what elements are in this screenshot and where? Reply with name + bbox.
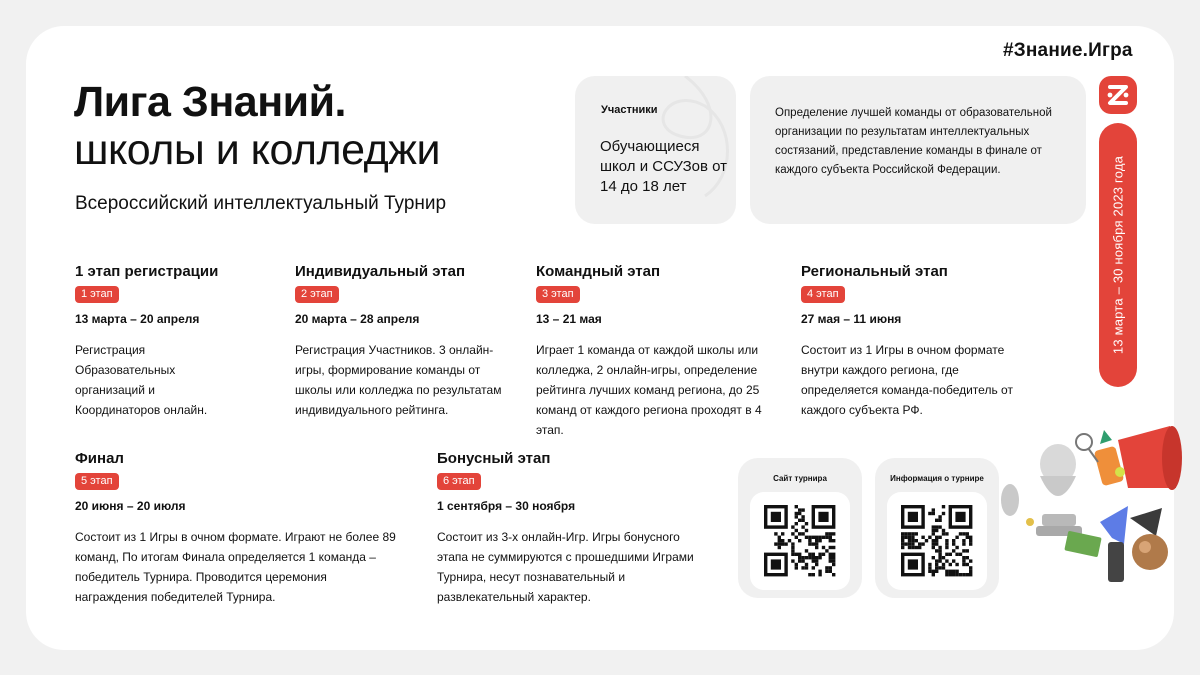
stage-5-dates: 20 июня – 20 июля [75, 499, 186, 513]
stage-3-description: Играет 1 команда от каждой школы или колледжа, 2 онлайн-игры, определение рейтинга лучших команд региона, до 25 команд от каждого региона проходят в 4 этап. [536, 343, 762, 437]
collage-illustration [1000, 418, 1190, 593]
qr-card-info [875, 458, 999, 598]
stage-6-description: Состоит из 3-х онлайн-Игр. Игры бонусного этапа не суммируются с прошедшими Играми Турнира, несут познавательный и развлекательный характер. [437, 530, 694, 604]
stage-4-badge: 4 этап [801, 286, 845, 303]
stage-1-title: 1 этап регистрации [75, 263, 219, 280]
participants-card [575, 76, 736, 224]
qr-info-title: Информация о турнире [890, 474, 984, 483]
brand-logo [1099, 76, 1137, 114]
stage-3-dates: 13 – 21 мая [536, 312, 602, 326]
znanie-logo-icon [1099, 76, 1137, 114]
stage-2-badge: 2 этап [295, 286, 339, 303]
stage-3-title: Командный этап [536, 263, 661, 280]
stage-2-dates: 20 марта – 28 апреля [295, 312, 420, 326]
tournament-dates-pill [1099, 123, 1137, 387]
goal-text: Определение лучшей команды от образовательной организации по результатам интеллектуальных состязаний, представление команды в финале от каждого субъекта Российской Федерации. [775, 107, 1052, 176]
page-title-second-line: школы и колледжи [74, 126, 440, 174]
stage-2-title: Индивидуальный этап [295, 263, 466, 280]
participants-label: Участники [601, 104, 658, 116]
stage-5-title: Финал [75, 450, 124, 467]
stage-6-title: Бонусный этап [437, 450, 551, 467]
stage-5-badge: 5 этап [75, 473, 119, 490]
hashtag: #Знание.Игра [1003, 40, 1133, 61]
stage-5-description: Состоит из 1 Игры в очном формате. Играют не более 89 команд, По итогам Финала определяется 1 команда – победитель Турнира. Проводится церемония награждения победителей Турнира. [75, 530, 396, 604]
qr-code-site[interactable] [750, 492, 850, 590]
stage-4-dates: 27 мая – 11 июня [801, 312, 902, 326]
stage-3-badge: 3 этап [536, 286, 580, 303]
stage-1-dates: 13 марта – 20 апреля [75, 312, 200, 326]
qr-card-site [738, 458, 862, 598]
stage-1-description: Регистрация Образовательных организаций и Координаторов онлайн. [75, 343, 208, 417]
qr-code-icon [750, 492, 850, 590]
participants-text: Обучающиеся школ и ССУЗов от 14 до 18 лет [600, 138, 728, 195]
qr-code-info[interactable] [887, 492, 987, 590]
stage-6-badge: 6 этап [437, 473, 481, 490]
stage-6-dates: 1 сентября – 30 ноября [437, 499, 576, 513]
page-subtitle: Всероссийский интеллектуальный Турнир [75, 193, 447, 214]
stage-4-description: Состоит из 1 Игры в очном формате внутри каждого региона, где определяется команда-победитель от каждого субъекта РФ. [801, 343, 1013, 417]
stage-1-badge: 1 этап [75, 286, 119, 303]
goal-card [750, 76, 1086, 224]
stage-2-description: Регистрация Участников. 3 онлайн-игры, формирование команды от школы или колледжа по результатам индивидуального рейтинга. [295, 343, 502, 417]
tournament-dates: 13 марта – 30 ноября 2023 года [1110, 155, 1126, 355]
qr-code-icon [887, 492, 987, 590]
page-title: Лига Знаний. [74, 78, 346, 126]
stage-4-title: Региональный этап [801, 263, 948, 280]
qr-site-title: Сайт турнира [773, 474, 827, 483]
